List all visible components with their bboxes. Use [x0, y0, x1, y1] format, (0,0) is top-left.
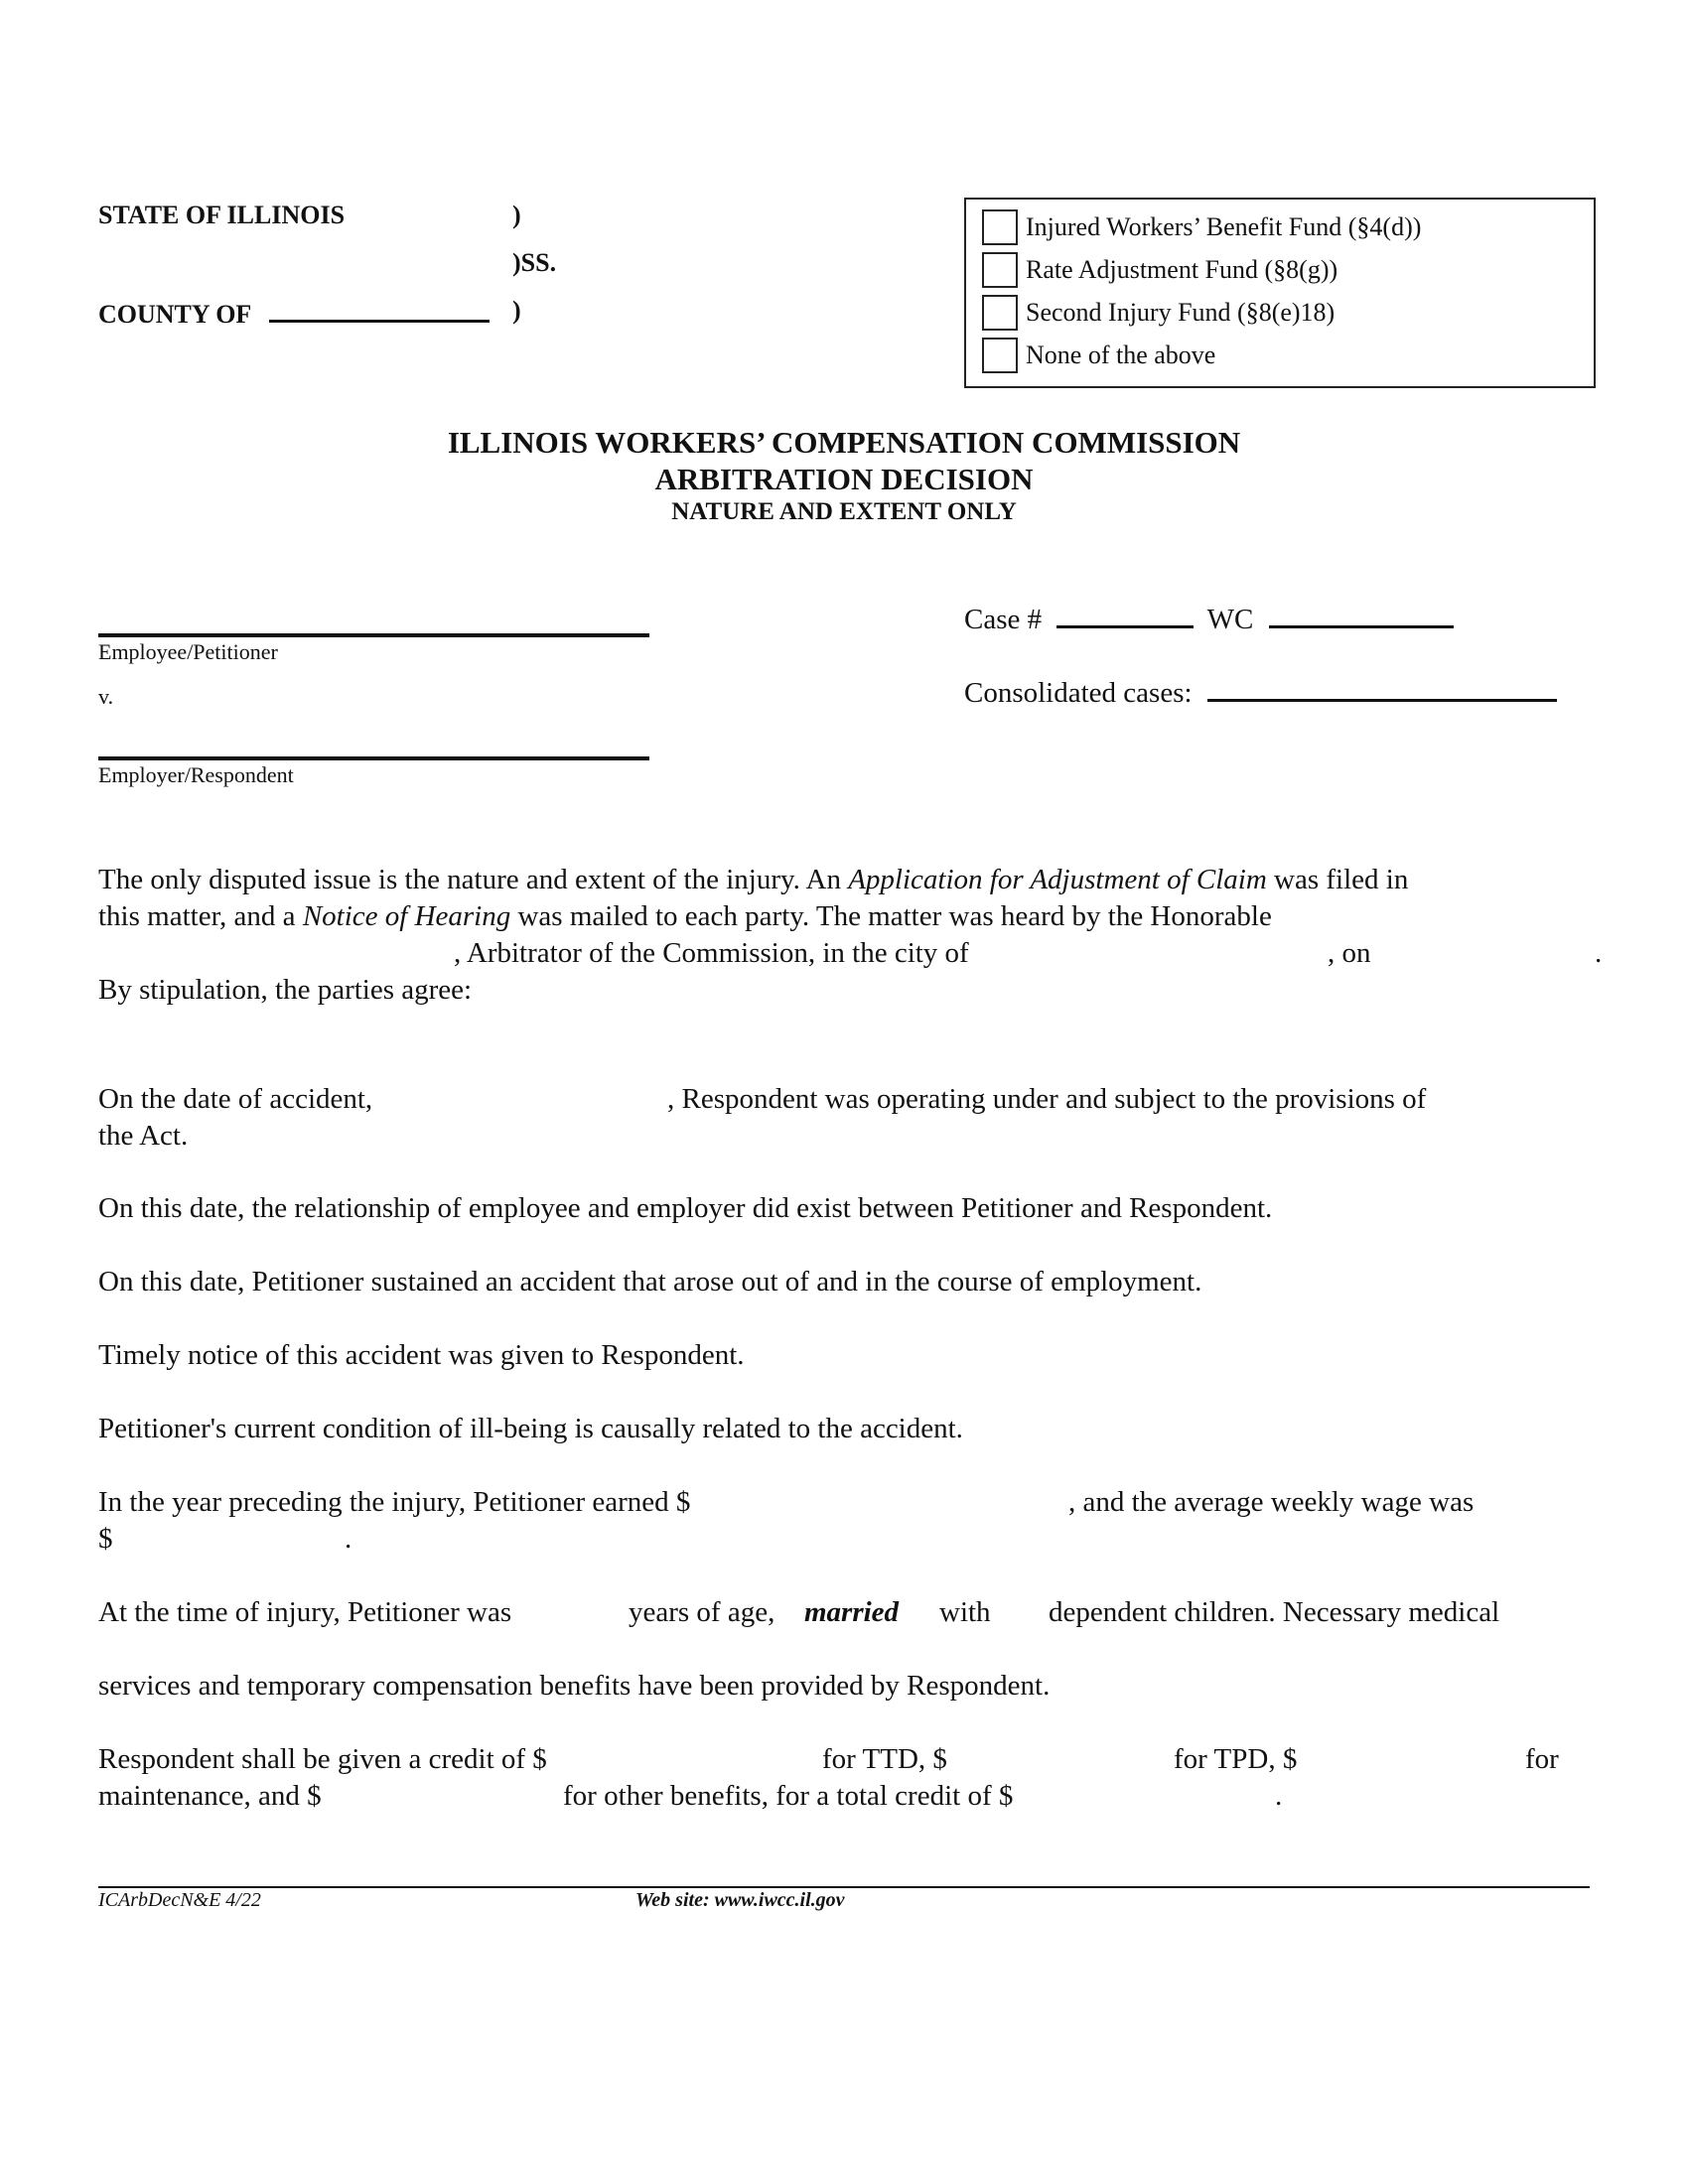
fund-checkbox[interactable] [982, 295, 1018, 331]
county-label: COUNTY OF [98, 300, 251, 329]
fund-label: None of the above [1026, 341, 1216, 369]
fund-row-rate-adjustment[interactable] [982, 250, 1337, 290]
commission-title: ILLINOIS WORKERS’ COMPENSATION COMMISSION [447, 425, 1241, 460]
decision-subtitle: NATURE AND EXTENT ONLY [671, 498, 1017, 525]
paren-bottom: ) [512, 296, 521, 325]
fund-checkbox[interactable] [982, 252, 1018, 288]
relationship-statement: On this date, the relationship of employee and employer did exist between Petitioner and Respondent. [98, 1192, 1273, 1224]
employee-label: Employee/Petitioner [98, 639, 278, 664]
fund-checkbox-panel [964, 198, 1596, 388]
accident-date-paragraph: On the date of accident, , Respondent was operating under and subject to the provisions of the Act. [98, 1083, 1427, 1152]
county-field[interactable] [269, 296, 490, 323]
decision-title: ARBITRATION DECISION [654, 462, 1034, 496]
fund-label: Second Injury Fund (§8(e)18) [1026, 298, 1336, 327]
fund-row-injured-workers[interactable] [982, 207, 1421, 247]
case-label: Case # [964, 604, 1043, 635]
intro-line-1: The only disputed issue is the nature and extent of the injury. An Application for Adjustment of Claim was filed in [98, 864, 1409, 895]
website-link[interactable]: Web site: www.iwcc.il.gov [635, 1889, 845, 1911]
credit-paragraph: Respondent shall be given a credit of $ for TTD, $ for TPD, $ for maintenance, and $ for other benefits, for a total credit of $ . [98, 1743, 1559, 1812]
fund-row-none[interactable] [982, 336, 1215, 375]
services-statement: services and temporary compensation benefits have been provided by Respondent. [98, 1670, 1051, 1702]
paren-top: ) [512, 201, 521, 229]
employee-name-field[interactable] [98, 633, 649, 637]
notice-statement: Timely notice of this accident was given to Respondent. [98, 1339, 745, 1371]
employer-name-field[interactable] [98, 756, 649, 760]
form-id: ICArbDecN&E 4/22 [98, 1889, 261, 1911]
case-row [964, 602, 1454, 638]
consolidated-cases-field[interactable] [1207, 675, 1557, 702]
fund-row-second-injury[interactable] [982, 293, 1335, 333]
age-paragraph: At the time of injury, Petitioner was years of age, married with dependent children. Necessary medical [98, 1596, 1500, 1628]
earnings-paragraph: In the year preceding the injury, Petitioner earned $ , and the average weekly wage was $ . [98, 1486, 1475, 1555]
consolidated-label: Consolidated cases: [964, 677, 1193, 709]
consolidated-row [964, 675, 1557, 712]
accident-statement: On this date, Petitioner sustained an accident that arose out of and in the course of employment. [98, 1266, 1202, 1297]
wc-label: WC [1206, 604, 1254, 635]
fund-checkbox[interactable] [982, 209, 1018, 245]
intro-line-4: By stipulation, the parties agree: [98, 974, 473, 1006]
ss-label: )SS. [512, 248, 557, 277]
fund-label: Rate Adjustment Fund (§8(g)) [1026, 255, 1338, 284]
intro-line-3: , Arbitrator of the Commission, in the city of , on . [454, 937, 1603, 969]
condition-statement: Petitioner's current condition of ill-being is causally related to the accident. [98, 1413, 963, 1444]
versus-label: v. [98, 684, 114, 709]
intro-paragraph [98, 862, 1608, 1009]
fund-label: Injured Workers’ Benefit Fund (§4(d)) [1026, 212, 1422, 241]
case-number-field[interactable] [1056, 602, 1194, 628]
footer-divider [98, 1886, 1590, 1888]
state-label: STATE OF ILLINOIS [98, 201, 346, 229]
county-row [98, 296, 490, 330]
employer-label: Employer/Respondent [98, 762, 294, 787]
intro-line-2: this matter, and a Notice of Hearing was mailed to each party. The matter was heard by the Honorable [98, 900, 1272, 932]
fund-checkbox[interactable] [982, 338, 1018, 373]
wc-number-field[interactable] [1269, 602, 1454, 628]
